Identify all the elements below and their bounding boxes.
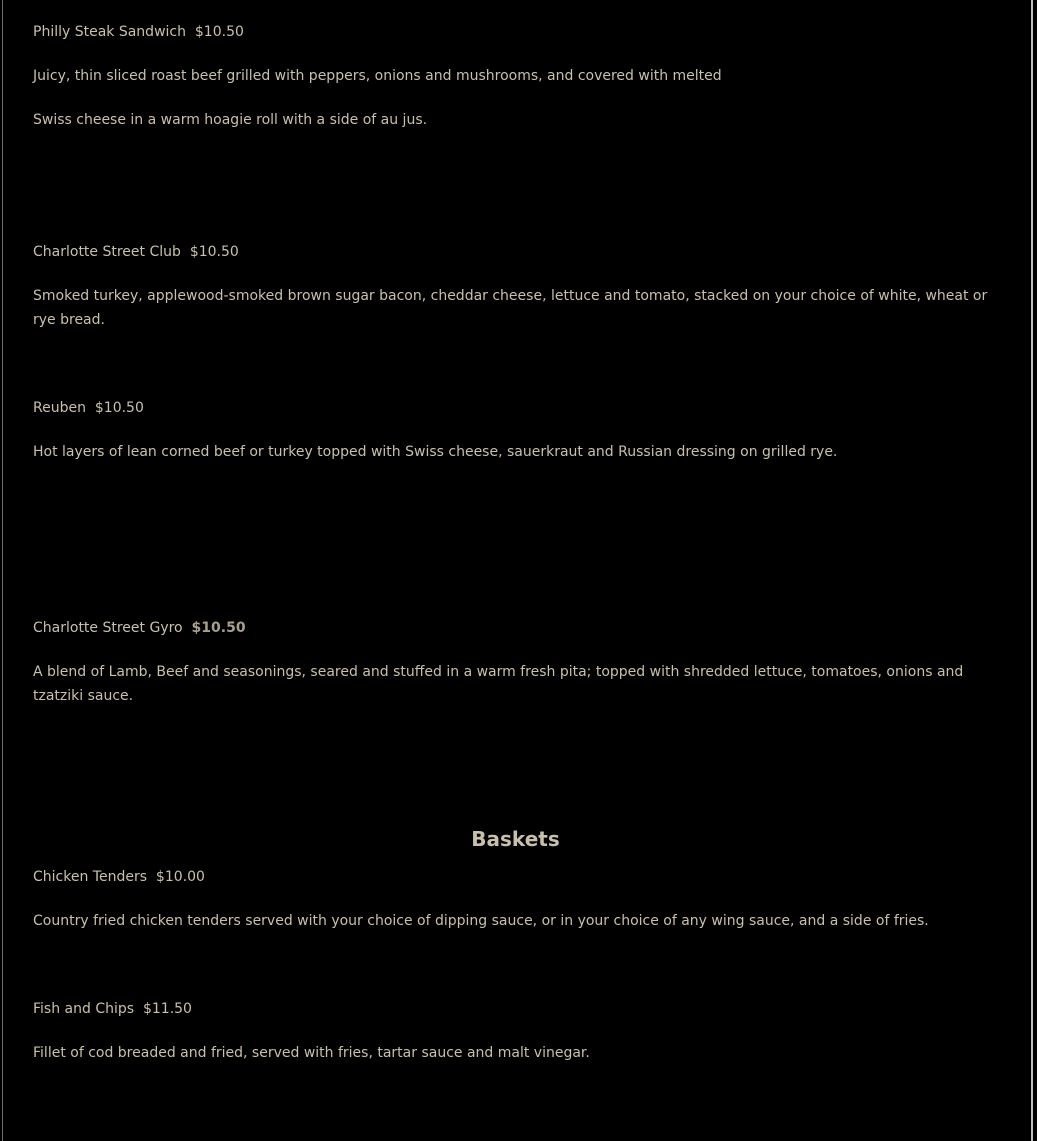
item-name: Charlotte Street Gyro (33, 620, 183, 636)
section-heading-baskets: Baskets (471, 827, 560, 851)
menu-page (2, 0, 1033, 1141)
item-description: Smoked turkey, applewood-smoked brown sugar bacon, cheddar cheese, lettuce and tomato, stacked on your choice of white, wheat or rye bread. (33, 288, 988, 328)
item-description: A blend of Lamb, Beef and seasonings, seared and stuffed in a warm fresh pita; topped with shredded lettuce, tomatoes, onions and tzatziki sauce. (33, 664, 964, 704)
item-name: Philly Steak Sandwich (33, 24, 186, 40)
item-description: Country fried chicken tenders served with your choice of dipping sauce, or in your choice of any wing sauce, and a side of fries. (33, 913, 929, 929)
item-price: $10.00 (155, 869, 205, 885)
item-description: Hot layers of lean corned beef or turkey topped with Swiss cheese, sauerkraut and Russian dressing on grilled rye. (33, 444, 838, 460)
item-price: $10.50 (191, 620, 246, 636)
item-description: Juicy, thin sliced roast beef grilled with peppers, onions and mushrooms, and covered with melted (33, 68, 722, 84)
item-description: Swiss cheese in a warm hoagie roll with a side of au jus. (33, 112, 428, 128)
item-title-reuben (33, 396, 998, 420)
item-title-fish-and-chips (33, 997, 998, 1021)
item-name: Charlotte Street Club (33, 244, 181, 260)
item-title-chicken-tenders (33, 865, 998, 889)
item-description: Fillet of cod breaded and fried, served with fries, tartar sauce and malt vinegar. (33, 1045, 590, 1061)
item-price: $10.50 (94, 400, 144, 416)
item-title-gyro (33, 616, 998, 640)
item-name: Fish and Chips (33, 1001, 135, 1017)
item-title-club (33, 240, 998, 264)
item-name: Chicken Tenders (33, 869, 147, 885)
item-title-philly (33, 20, 998, 44)
item-name: Reuben (33, 400, 86, 416)
item-price: $10.50 (189, 244, 239, 260)
item-price: $10.50 (194, 24, 244, 40)
item-price: $11.50 (142, 1001, 192, 1017)
